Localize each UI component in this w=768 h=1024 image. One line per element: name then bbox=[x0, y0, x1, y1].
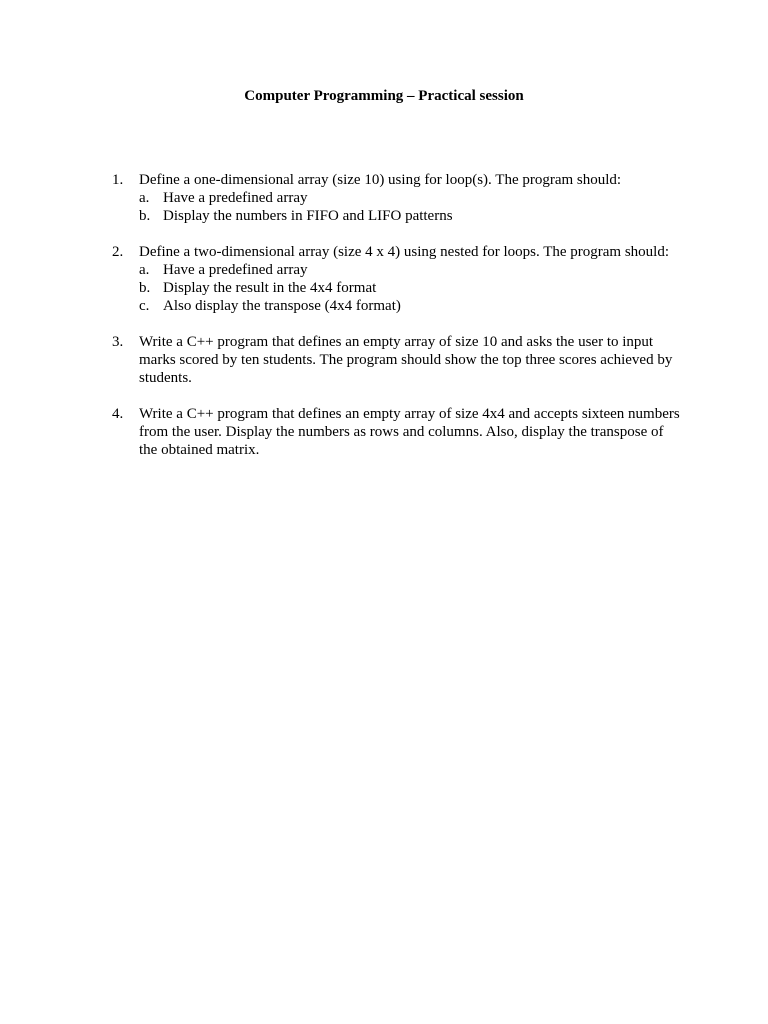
sub-item bbox=[139, 279, 682, 297]
sub-item bbox=[139, 207, 682, 225]
sub-item-list bbox=[139, 261, 682, 315]
question-number: 3. bbox=[112, 334, 124, 350]
question-item bbox=[112, 405, 682, 459]
sub-item-letter: a. bbox=[139, 190, 150, 206]
sub-item bbox=[139, 261, 682, 279]
sub-item bbox=[139, 297, 682, 315]
sub-item-letter: b. bbox=[139, 280, 151, 296]
sub-item-letter: c. bbox=[139, 298, 150, 314]
sub-item-list bbox=[139, 189, 682, 225]
sub-item-text: Have a predefined array bbox=[163, 262, 308, 278]
question-text: Write a C++ program that defines an empty array of size 4x4 and accepts sixteen numbers from the user. Display the numbers as rows and columns. Also, display the transpose of the obtained matrix. bbox=[139, 406, 680, 458]
page-title: Computer Programming – Practical session bbox=[244, 88, 524, 104]
question-text: Define a two-dimensional array (size 4 x 4) using nested for loops. The program should: bbox=[139, 244, 670, 260]
sub-item-text: Display the result in the 4x4 format bbox=[163, 280, 377, 296]
sub-item-text: Have a predefined array bbox=[163, 190, 308, 206]
question-number: 2. bbox=[112, 244, 124, 260]
question-item bbox=[112, 243, 682, 315]
question-text: Write a C++ program that defines an empty array of size 10 and asks the user to input marks scored by ten students. The program should show the top three scores achieved by students. bbox=[139, 334, 673, 386]
question-item bbox=[112, 333, 682, 387]
sub-item-text: Also display the transpose (4x4 format) bbox=[163, 298, 401, 314]
sub-item-text: Display the numbers in FIFO and LIFO patterns bbox=[163, 208, 453, 224]
sub-item bbox=[139, 189, 682, 207]
sub-item-letter: b. bbox=[139, 208, 151, 224]
question-item bbox=[112, 171, 682, 225]
sub-item-letter: a. bbox=[139, 262, 150, 278]
question-number: 4. bbox=[112, 406, 124, 422]
question-number: 1. bbox=[112, 172, 124, 188]
question-list bbox=[112, 171, 682, 477]
question-text: Define a one-dimensional array (size 10) using for loop(s). The program should: bbox=[139, 172, 622, 188]
